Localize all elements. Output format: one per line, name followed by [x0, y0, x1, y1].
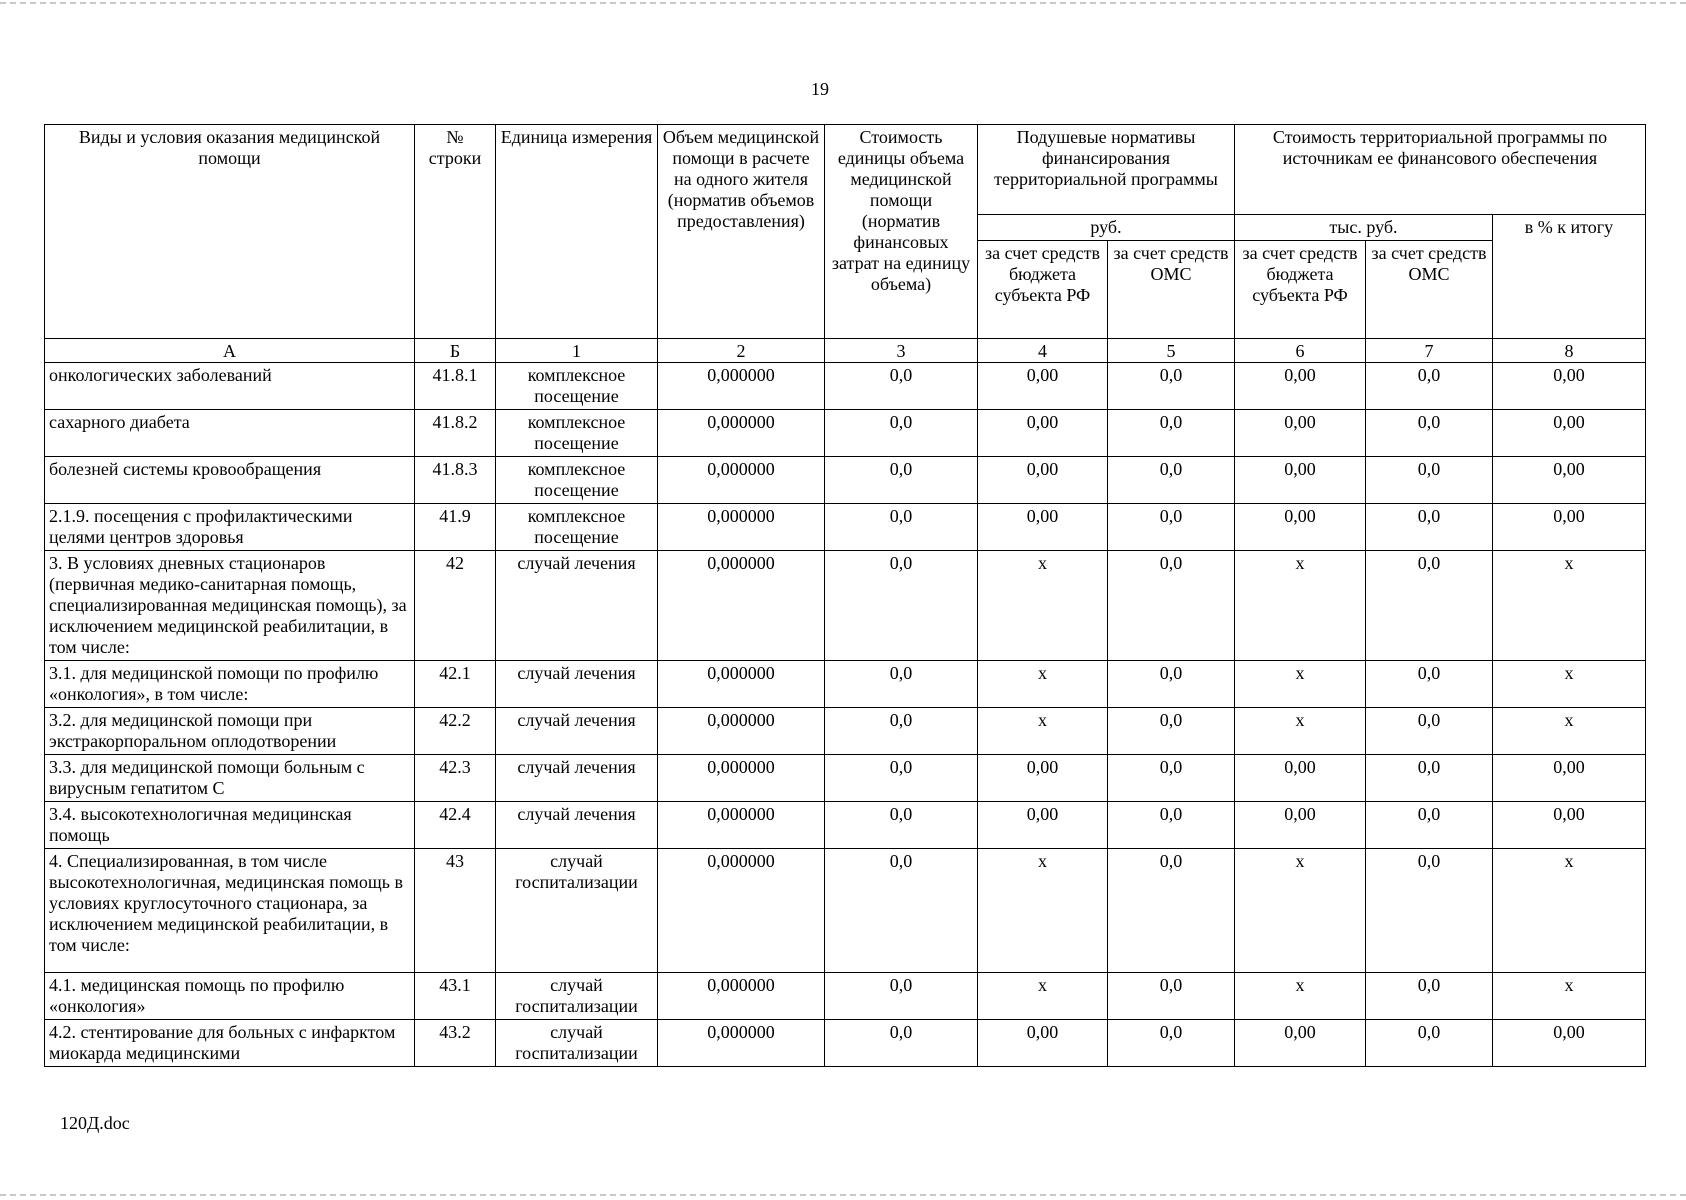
row-number: 42: [415, 551, 496, 661]
page-number: 19: [811, 79, 829, 99]
row-unit-cost: 0,0: [825, 661, 978, 708]
row-volume: 0,000000: [658, 504, 825, 551]
table-row: [45, 849, 1646, 973]
header-budget-cost: за счет средств бюджета субъекта РФ: [1235, 241, 1366, 339]
row-percent-total: x: [1493, 551, 1646, 661]
row-oms-norm: 0,0: [1108, 802, 1235, 849]
header-kind: Виды и условия оказания медицинской помощи: [45, 125, 415, 339]
row-oms-norm: 0,0: [1108, 504, 1235, 551]
row-unit: комплексное посещение: [496, 410, 658, 457]
row-oms-cost: 0,0: [1366, 802, 1493, 849]
row-number: 41.9: [415, 504, 496, 551]
row-oms-norm: 0,0: [1108, 551, 1235, 661]
row-number: 43.2: [415, 1020, 496, 1067]
row-unit: случай лечения: [496, 551, 658, 661]
row-name: 4.2. стентирование для больных с инфарктом миокарда медицинскими: [45, 1020, 415, 1067]
row-name: онкологических заболеваний: [45, 363, 415, 410]
header-unit-thous-rub: тыс. руб.: [1235, 215, 1493, 241]
row-volume: 0,000000: [658, 755, 825, 802]
row-name: сахарного диабета: [45, 410, 415, 457]
row-unit: случай госпитализации: [496, 973, 658, 1020]
row-budget-norm: 0,00: [978, 504, 1108, 551]
row-budget-norm: x: [978, 551, 1108, 661]
row-number: 43: [415, 849, 496, 973]
row-budget-cost: 0,00: [1235, 755, 1366, 802]
row-budget-cost: 0,00: [1235, 802, 1366, 849]
row-name: 3.4. высокотехнологичная медицинская помощь: [45, 802, 415, 849]
row-budget-cost: 0,00: [1235, 1020, 1366, 1067]
row-budget-cost: x: [1235, 973, 1366, 1020]
row-oms-cost: 0,0: [1366, 755, 1493, 802]
row-unit: случай госпитализации: [496, 849, 658, 973]
row-unit-cost: 0,0: [825, 802, 978, 849]
index-cell: 8: [1493, 339, 1646, 363]
row-unit-cost: 0,0: [825, 755, 978, 802]
row-unit: случай лечения: [496, 708, 658, 755]
row-number: 42.1: [415, 661, 496, 708]
header-oms-norm: за счет средств ОМС: [1108, 241, 1235, 339]
table-row: [45, 363, 1646, 410]
table-row: [45, 802, 1646, 849]
index-cell: 2: [658, 339, 825, 363]
row-unit: случай лечения: [496, 802, 658, 849]
table-row: [45, 504, 1646, 551]
row-budget-cost: x: [1235, 849, 1366, 973]
row-budget-norm: 0,00: [978, 755, 1108, 802]
header-per-capita-norms: Подушевые нормативы финансирования территориальной программы: [978, 125, 1235, 215]
row-unit-cost: 0,0: [825, 849, 978, 973]
row-percent-total: x: [1493, 849, 1646, 973]
row-number: 42.4: [415, 802, 496, 849]
row-oms-norm: 0,0: [1108, 755, 1235, 802]
row-oms-cost: 0,0: [1366, 551, 1493, 661]
row-volume: 0,000000: [658, 551, 825, 661]
row-unit-cost: 0,0: [825, 1020, 978, 1067]
table-row: [45, 457, 1646, 504]
row-oms-cost: 0,0: [1366, 708, 1493, 755]
row-oms-norm: 0,0: [1108, 457, 1235, 504]
table-row: [45, 551, 1646, 661]
header-oms-cost: за счет средств ОМС: [1366, 241, 1493, 339]
row-unit: комплексное посещение: [496, 504, 658, 551]
row-oms-cost: 0,0: [1366, 1020, 1493, 1067]
index-cell: А: [45, 339, 415, 363]
row-percent-total: x: [1493, 661, 1646, 708]
row-number: 41.8.2: [415, 410, 496, 457]
row-volume: 0,000000: [658, 849, 825, 973]
row-percent-total: x: [1493, 708, 1646, 755]
row-name: болезней системы кровообращения: [45, 457, 415, 504]
row-budget-norm: 0,00: [978, 802, 1108, 849]
row-oms-cost: 0,0: [1366, 661, 1493, 708]
row-oms-norm: 0,0: [1108, 849, 1235, 973]
index-cell: 1: [496, 339, 658, 363]
table-row: [45, 1020, 1646, 1067]
row-budget-norm: x: [978, 973, 1108, 1020]
header-unit: Единица измерения: [496, 125, 658, 339]
row-budget-cost: 0,00: [1235, 363, 1366, 410]
header-percent-total: в % к итогу: [1493, 215, 1646, 339]
row-budget-cost: x: [1235, 661, 1366, 708]
header-unit-rub: руб.: [978, 215, 1235, 241]
row-unit-cost: 0,0: [825, 457, 978, 504]
row-unit-cost: 0,0: [825, 551, 978, 661]
row-budget-norm: 0,00: [978, 410, 1108, 457]
row-name: 2.1.9. посещения с профилактическими целями центров здоровья: [45, 504, 415, 551]
row-oms-norm: 0,0: [1108, 1020, 1235, 1067]
row-name: 3.1. для медицинской помощи по профилю «онкология», в том числе:: [45, 661, 415, 708]
row-volume: 0,000000: [658, 363, 825, 410]
header-row-number: № строки: [415, 125, 496, 339]
row-unit: комплексное посещение: [496, 457, 658, 504]
row-volume: 0,000000: [658, 410, 825, 457]
header-program-cost: Стоимость территориальной программы по источникам ее финансового обеспечения: [1235, 125, 1646, 215]
row-oms-norm: 0,0: [1108, 661, 1235, 708]
row-budget-norm: x: [978, 661, 1108, 708]
row-volume: 0,000000: [658, 1020, 825, 1067]
index-cell: 7: [1366, 339, 1493, 363]
row-oms-cost: 0,0: [1366, 363, 1493, 410]
row-oms-norm: 0,0: [1108, 973, 1235, 1020]
row-budget-norm: 0,00: [978, 457, 1108, 504]
row-percent-total: 0,00: [1493, 1020, 1646, 1067]
index-cell: Б: [415, 339, 496, 363]
row-name: 4.1. медицинская помощь по профилю «онкология»: [45, 973, 415, 1020]
row-budget-norm: x: [978, 849, 1108, 973]
row-name: 3. В условиях дневных стационаров (первичная медико-санитарная помощь, специализированная медицинская помощь), за исключением медицинской реабилитации, в том числе:: [45, 551, 415, 661]
row-volume: 0,000000: [658, 802, 825, 849]
row-oms-cost: 0,0: [1366, 973, 1493, 1020]
row-budget-cost: 0,00: [1235, 410, 1366, 457]
row-number: 41.8.1: [415, 363, 496, 410]
row-oms-cost: 0,0: [1366, 504, 1493, 551]
row-volume: 0,000000: [658, 973, 825, 1020]
table-row: [45, 973, 1646, 1020]
row-name: 4. Специализированная, в том числе высокотехнологичная, медицинская помощь в условиях круглосуточного стационара, за исключением медицинской реабилитации, в том числе:: [45, 849, 415, 973]
scan-edge-bottom: [0, 1194, 1686, 1196]
row-budget-cost: x: [1235, 708, 1366, 755]
row-unit: случай госпитализации: [496, 1020, 658, 1067]
row-unit-cost: 0,0: [825, 708, 978, 755]
row-volume: 0,000000: [658, 708, 825, 755]
row-oms-norm: 0,0: [1108, 363, 1235, 410]
row-percent-total: 0,00: [1493, 504, 1646, 551]
financing-table: [44, 124, 1646, 1067]
row-percent-total: 0,00: [1493, 363, 1646, 410]
table-row: [45, 708, 1646, 755]
table-row: [45, 755, 1646, 802]
row-volume: 0,000000: [658, 661, 825, 708]
row-number: 43.1: [415, 973, 496, 1020]
row-percent-total: 0,00: [1493, 755, 1646, 802]
header-budget-norm: за счет средств бюджета субъекта РФ: [978, 241, 1108, 339]
table-body: [45, 339, 1646, 1067]
footer-filename: 120Д.doc: [60, 1113, 130, 1133]
row-number: 42.3: [415, 755, 496, 802]
row-number: 42.2: [415, 708, 496, 755]
table-row: [45, 661, 1646, 708]
row-percent-total: 0,00: [1493, 410, 1646, 457]
row-oms-norm: 0,0: [1108, 410, 1235, 457]
row-unit: случай лечения: [496, 755, 658, 802]
row-name: 3.2. для медицинской помощи при экстракорпоральном оплодотворении: [45, 708, 415, 755]
row-unit-cost: 0,0: [825, 363, 978, 410]
row-oms-cost: 0,0: [1366, 457, 1493, 504]
row-budget-norm: 0,00: [978, 1020, 1108, 1067]
row-unit: комплексное посещение: [496, 363, 658, 410]
row-budget-cost: 0,00: [1235, 457, 1366, 504]
row-unit-cost: 0,0: [825, 410, 978, 457]
row-budget-norm: x: [978, 708, 1108, 755]
row-unit: случай лечения: [496, 661, 658, 708]
row-budget-norm: 0,00: [978, 363, 1108, 410]
row-name: 3.3. для медицинской помощи больным с вирусным гепатитом С: [45, 755, 415, 802]
row-unit-cost: 0,0: [825, 973, 978, 1020]
row-percent-total: x: [1493, 973, 1646, 1020]
row-oms-cost: 0,0: [1366, 410, 1493, 457]
header-volume: Объем медицинской помощи в расчете на одного жителя (норматив объемов предоставления): [658, 125, 825, 339]
index-cell: 4: [978, 339, 1108, 363]
row-percent-total: 0,00: [1493, 802, 1646, 849]
index-cell: 6: [1235, 339, 1366, 363]
row-budget-cost: 0,00: [1235, 504, 1366, 551]
row-percent-total: 0,00: [1493, 457, 1646, 504]
row-oms-norm: 0,0: [1108, 708, 1235, 755]
row-oms-cost: 0,0: [1366, 849, 1493, 973]
header-unit-cost: Стоимость единицы объема медицинской помощи (норматив финансовых затрат на единицу объема): [825, 125, 978, 339]
row-number: 41.8.3: [415, 457, 496, 504]
column-index-row: [45, 339, 1646, 363]
row-unit-cost: 0,0: [825, 504, 978, 551]
index-cell: 5: [1108, 339, 1235, 363]
row-budget-cost: x: [1235, 551, 1366, 661]
table-row: [45, 410, 1646, 457]
row-volume: 0,000000: [658, 457, 825, 504]
scan-edge-top: [0, 2, 1686, 4]
index-cell: 3: [825, 339, 978, 363]
